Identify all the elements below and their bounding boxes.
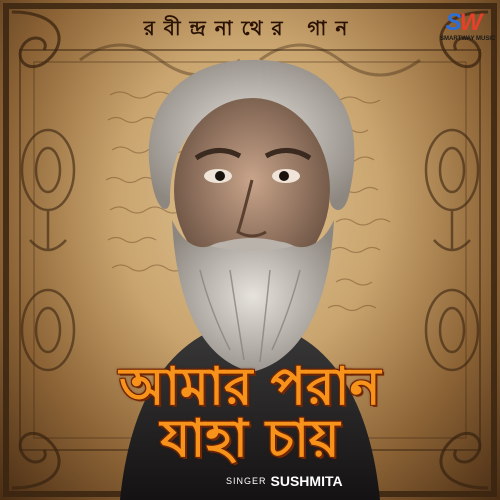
logo-mark-w: W bbox=[459, 9, 481, 36]
logo-mark bbox=[440, 10, 486, 36]
singer-label: SINGER bbox=[226, 475, 267, 486]
label-logo bbox=[440, 9, 496, 52]
header-text: রবীন্দ্রনাথের গান bbox=[143, 16, 357, 40]
song-title-line-1: আমার পরান bbox=[119, 357, 381, 417]
logo-mark-s: S bbox=[445, 9, 460, 36]
logo-subtitle: SMARTWAY MUSIC bbox=[440, 36, 496, 42]
singer-name: SUSHMITA bbox=[270, 472, 343, 489]
singer-credit bbox=[226, 472, 343, 490]
song-title-line-2: যাহা চায় bbox=[160, 409, 340, 469]
